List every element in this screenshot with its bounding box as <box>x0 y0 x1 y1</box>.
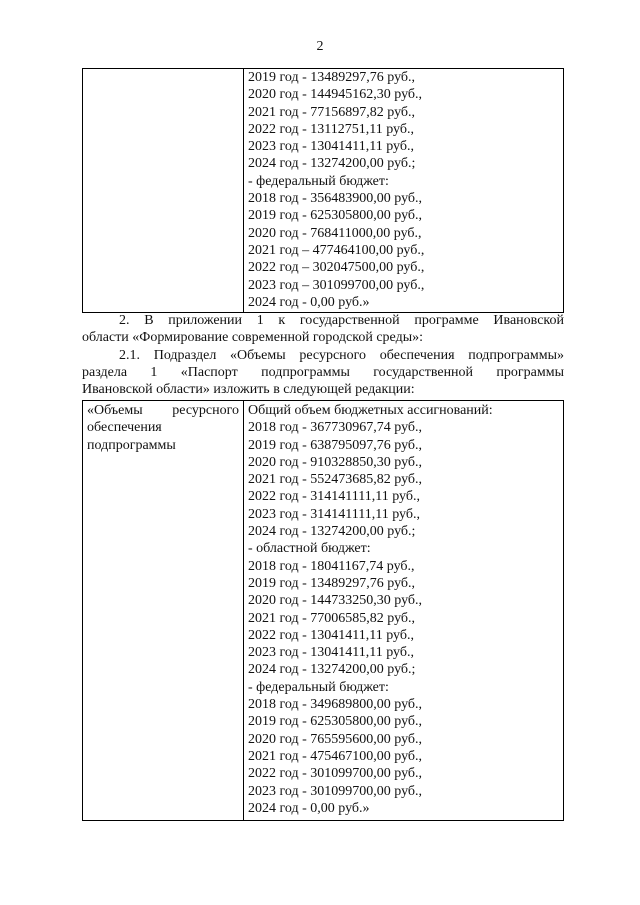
budget-line: - областной бюджет: <box>248 541 371 557</box>
budget-line: 2021 год – 477464100,00 руб., <box>248 242 425 258</box>
budget-line: 2020 год - 144945162,30 руб., <box>248 87 423 103</box>
budget-line: 2020 год - 144733250,30 руб., <box>248 593 423 609</box>
budget-line: 2024 год - 13274200,00 руб.; <box>248 156 416 172</box>
paragraph-subsection-2-1 <box>82 348 564 398</box>
budget-table-new-edition <box>82 400 564 821</box>
budget-line: 2022 год - 301099700,00 руб., <box>248 766 423 782</box>
section-title-lines <box>87 402 239 454</box>
paragraph-line: раздела 1 «Паспорт подпрограммы государственной программы <box>82 364 564 380</box>
budget-line: 2022 год - 314141111,11 руб., <box>248 489 420 505</box>
budget-line: 2023 год - 314141111,11 руб., <box>248 506 420 522</box>
budget-line: 2019 год - 13489297,76 руб., <box>248 70 416 85</box>
budget-line: 2019 год - 638795097,76 руб., <box>248 437 423 453</box>
section-title-line: обеспечения <box>87 420 162 436</box>
budget-line: 2023 год – 301099700,00 руб., <box>248 277 425 293</box>
budget-line: 2020 год - 765595600,00 руб., <box>248 731 423 747</box>
page-number: 2 <box>316 39 324 54</box>
section-title-line: подпрограммы <box>87 437 176 453</box>
budget-line: 2021 год - 77156897,82 руб., <box>248 104 416 120</box>
paragraph-line: 2.1. Подраздел «Объемы ресурсного обеспечения подпрограммы» <box>119 348 564 363</box>
budget-line: Общий объем бюджетных ассигнований: <box>248 403 493 418</box>
budget-line: 2019 год - 13489297,76 руб., <box>248 575 416 591</box>
budget-line: 2021 год - 552473685,82 руб., <box>248 472 423 488</box>
budget-line: - федеральный бюджет: <box>248 173 389 189</box>
budget-line: 2022 год – 302047500,00 руб., <box>248 260 425 276</box>
budget-line: 2022 год - 13112751,11 руб., <box>248 121 414 137</box>
budget-lines <box>248 69 559 311</box>
budget-lines <box>248 402 559 817</box>
budget-line: 2024 год - 0,00 руб.» <box>248 800 370 816</box>
budget-line: 2023 год - 13041411,11 руб., <box>248 139 414 155</box>
budget-line: 2021 год - 77006585,82 руб., <box>248 610 416 626</box>
budget-line: 2024 год - 13274200,00 руб.; <box>248 524 416 540</box>
paragraph-line: 2. В приложении 1 к государственной программе Ивановской <box>119 313 564 328</box>
table-left-cell <box>83 401 244 821</box>
budget-line: 2021 год - 475467100,00 руб., <box>248 748 423 764</box>
paragraph-line: области «Формирование современной городской среды»: <box>82 329 423 345</box>
budget-line: 2018 год - 367730967,74 руб., <box>248 420 423 436</box>
budget-line: 2024 год - 0,00 руб.» <box>248 294 370 310</box>
table-right-cell <box>244 69 564 313</box>
section-title-line: «Объемы ресурсного <box>87 403 239 418</box>
table-row <box>83 401 564 821</box>
budget-line: 2022 год - 13041411,11 руб., <box>248 627 414 643</box>
table-right-cell <box>244 401 564 821</box>
budget-line: 2018 год - 349689800,00 руб., <box>248 697 423 713</box>
budget-table-continuation <box>82 68 564 313</box>
budget-line: 2020 год - 768411000,00 руб., <box>248 225 422 241</box>
paragraph-appendix-1 <box>82 313 564 347</box>
budget-line: 2023 год - 301099700,00 руб., <box>248 783 423 799</box>
budget-line: 2019 год - 625305800,00 руб., <box>248 714 423 730</box>
budget-line: 2018 год - 356483900,00 руб., <box>248 191 423 207</box>
table-row <box>83 69 564 313</box>
paragraph-line: Ивановской области» изложить в следующей редакции: <box>82 381 415 397</box>
budget-line: 2018 год - 18041167,74 руб., <box>248 558 415 574</box>
budget-line: - федеральный бюджет: <box>248 679 389 695</box>
budget-line: 2024 год - 13274200,00 руб.; <box>248 662 416 678</box>
budget-line: 2023 год - 13041411,11 руб., <box>248 645 414 661</box>
budget-line: 2019 год - 625305800,00 руб., <box>248 208 423 224</box>
table-left-cell-empty <box>83 69 244 313</box>
budget-line: 2020 год - 910328850,30 руб., <box>248 454 423 470</box>
